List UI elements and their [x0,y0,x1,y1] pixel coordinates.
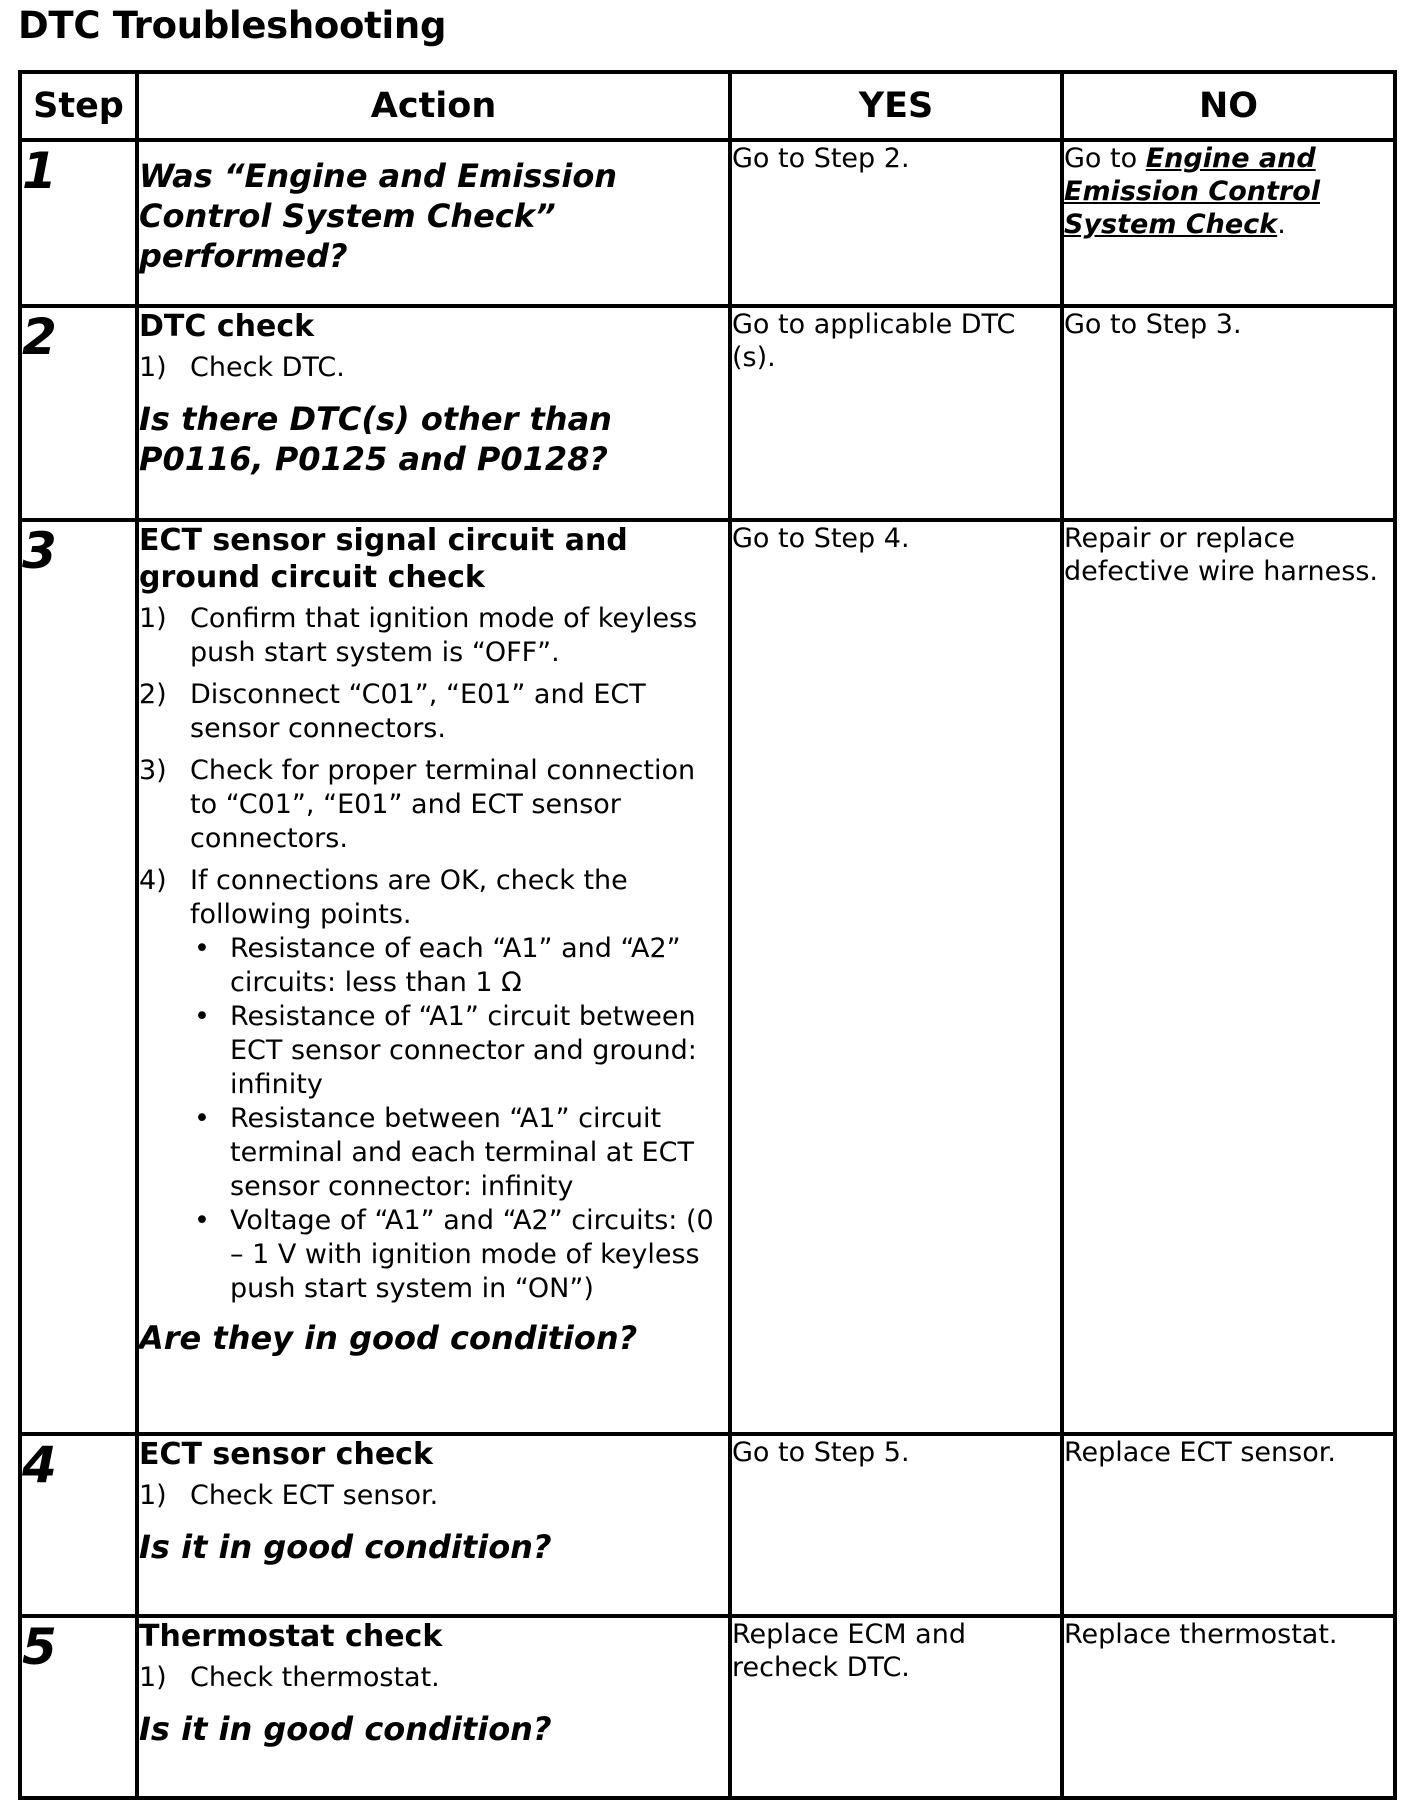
yes-cell: Replace ECM and recheck DTC. [730,1616,1062,1798]
yes-cell: Go to Step 2. [730,140,1062,306]
no-prefix: Go to [1064,143,1146,174]
header-action: Action [137,72,730,140]
step-heading: ECT sensor check [139,1437,433,1472]
item-number: 1) [139,603,167,634]
list-item [139,864,728,1306]
bullet-item [190,1204,728,1306]
item-number: 4) [139,865,167,896]
step-heading: ECT sensor signal circuit and ground circuit check [139,523,628,595]
item-text-main: If connections are OK, check the following points. [190,865,628,930]
item-number: 1) [139,352,167,383]
item-text: Check ECT sensor. [190,1480,439,1511]
list-item [139,351,728,385]
no-suffix: . [1277,209,1286,240]
step-instructions [139,602,728,1306]
troubleshooting-table [18,70,1397,1800]
yes-cell: Go to Step 5. [730,1434,1062,1616]
item-text [190,864,728,1306]
item-text: Check thermostat. [190,1662,440,1693]
step-number: 4 [20,1434,137,1616]
yes-cell: Go to applicable DTC (s). [730,306,1062,520]
check-points [190,932,728,1306]
step-heading: DTC check [139,309,315,344]
bullet-item [190,1102,728,1204]
bullet-icon: • [194,1001,210,1032]
no-cell [1062,140,1395,306]
bullet-text: Resistance of “A1” circuit between ECT sensor connector and ground: infinity [230,1001,697,1100]
list-item [139,602,728,670]
item-text: Confirm that ignition mode of keyless push start system is “OFF”. [190,603,698,668]
item-number: 1) [139,1662,167,1693]
step-question: Is there DTC(s) other than P0116, P0125 and P0128? [139,400,612,478]
header-step: Step [20,72,137,140]
step-instructions [139,1479,728,1513]
item-text: Check for proper terminal connection to “C01”, “E01” and ECT sensor connectors. [190,755,696,854]
item-number: 3) [139,755,167,786]
no-cell: Repair or replace defective wire harness. [1062,520,1395,1434]
yes-cell: Go to Step 4. [730,520,1062,1434]
bullet-text: Resistance of each “A1” and “A2” circuits: less than 1 Ω [230,933,681,998]
step-instructions [139,1661,728,1695]
list-item [139,1479,728,1513]
list-item [139,678,728,746]
table-row-step-3 [20,520,1395,1434]
header-no: NO [1062,72,1395,140]
step-number: 1 [20,140,137,306]
step-number: 2 [20,306,137,520]
step-question: Was “Engine and Emission Control System Check” performed? [139,157,618,275]
table-row-step-4 [20,1434,1395,1616]
no-cell: Go to Step 3. [1062,306,1395,520]
step-instructions [139,351,728,385]
header-yes: YES [730,72,1062,140]
no-cell: Replace thermostat. [1062,1616,1395,1798]
action-cell [137,1434,730,1616]
table-row-step-5 [20,1616,1395,1798]
engine-emission-check-link[interactable]: Engine and Emission Control System Check [1064,143,1321,240]
item-number: 1) [139,1480,167,1511]
bullet-item [190,1000,728,1102]
table-row-step-1 [20,140,1395,306]
step-heading: Thermostat check [139,1619,443,1654]
step-question: Are they in good condition? [139,1319,638,1357]
list-item [139,1661,728,1695]
page-title: DTC Troubleshooting [18,4,447,47]
bullet-item [190,932,728,1000]
no-cell: Replace ECT sensor. [1062,1434,1395,1616]
step-question: Is it in good condition? [139,1528,552,1566]
action-cell [137,306,730,520]
step-number: 5 [20,1616,137,1798]
item-text: Check DTC. [190,352,345,383]
item-text: Disconnect “C01”, “E01” and ECT sensor connectors. [190,679,646,744]
action-cell [137,140,730,306]
step-question: Is it in good condition? [139,1710,552,1748]
bullet-icon: • [194,1205,210,1236]
action-cell [137,520,730,1434]
bullet-icon: • [194,933,210,964]
action-cell [137,1616,730,1798]
item-number: 2) [139,679,167,710]
table-row-step-2 [20,306,1395,520]
bullet-text: Voltage of “A1” and “A2” circuits: (0 – 1 V with ignition mode of keyless push start system in “ON”) [230,1205,714,1304]
step-number: 3 [20,520,137,1434]
list-item [139,754,728,856]
bullet-text: Resistance between “A1” circuit terminal and each terminal at ECT sensor connector: infinity [230,1103,694,1202]
table-header-row [20,72,1395,140]
bullet-icon: • [194,1103,210,1134]
